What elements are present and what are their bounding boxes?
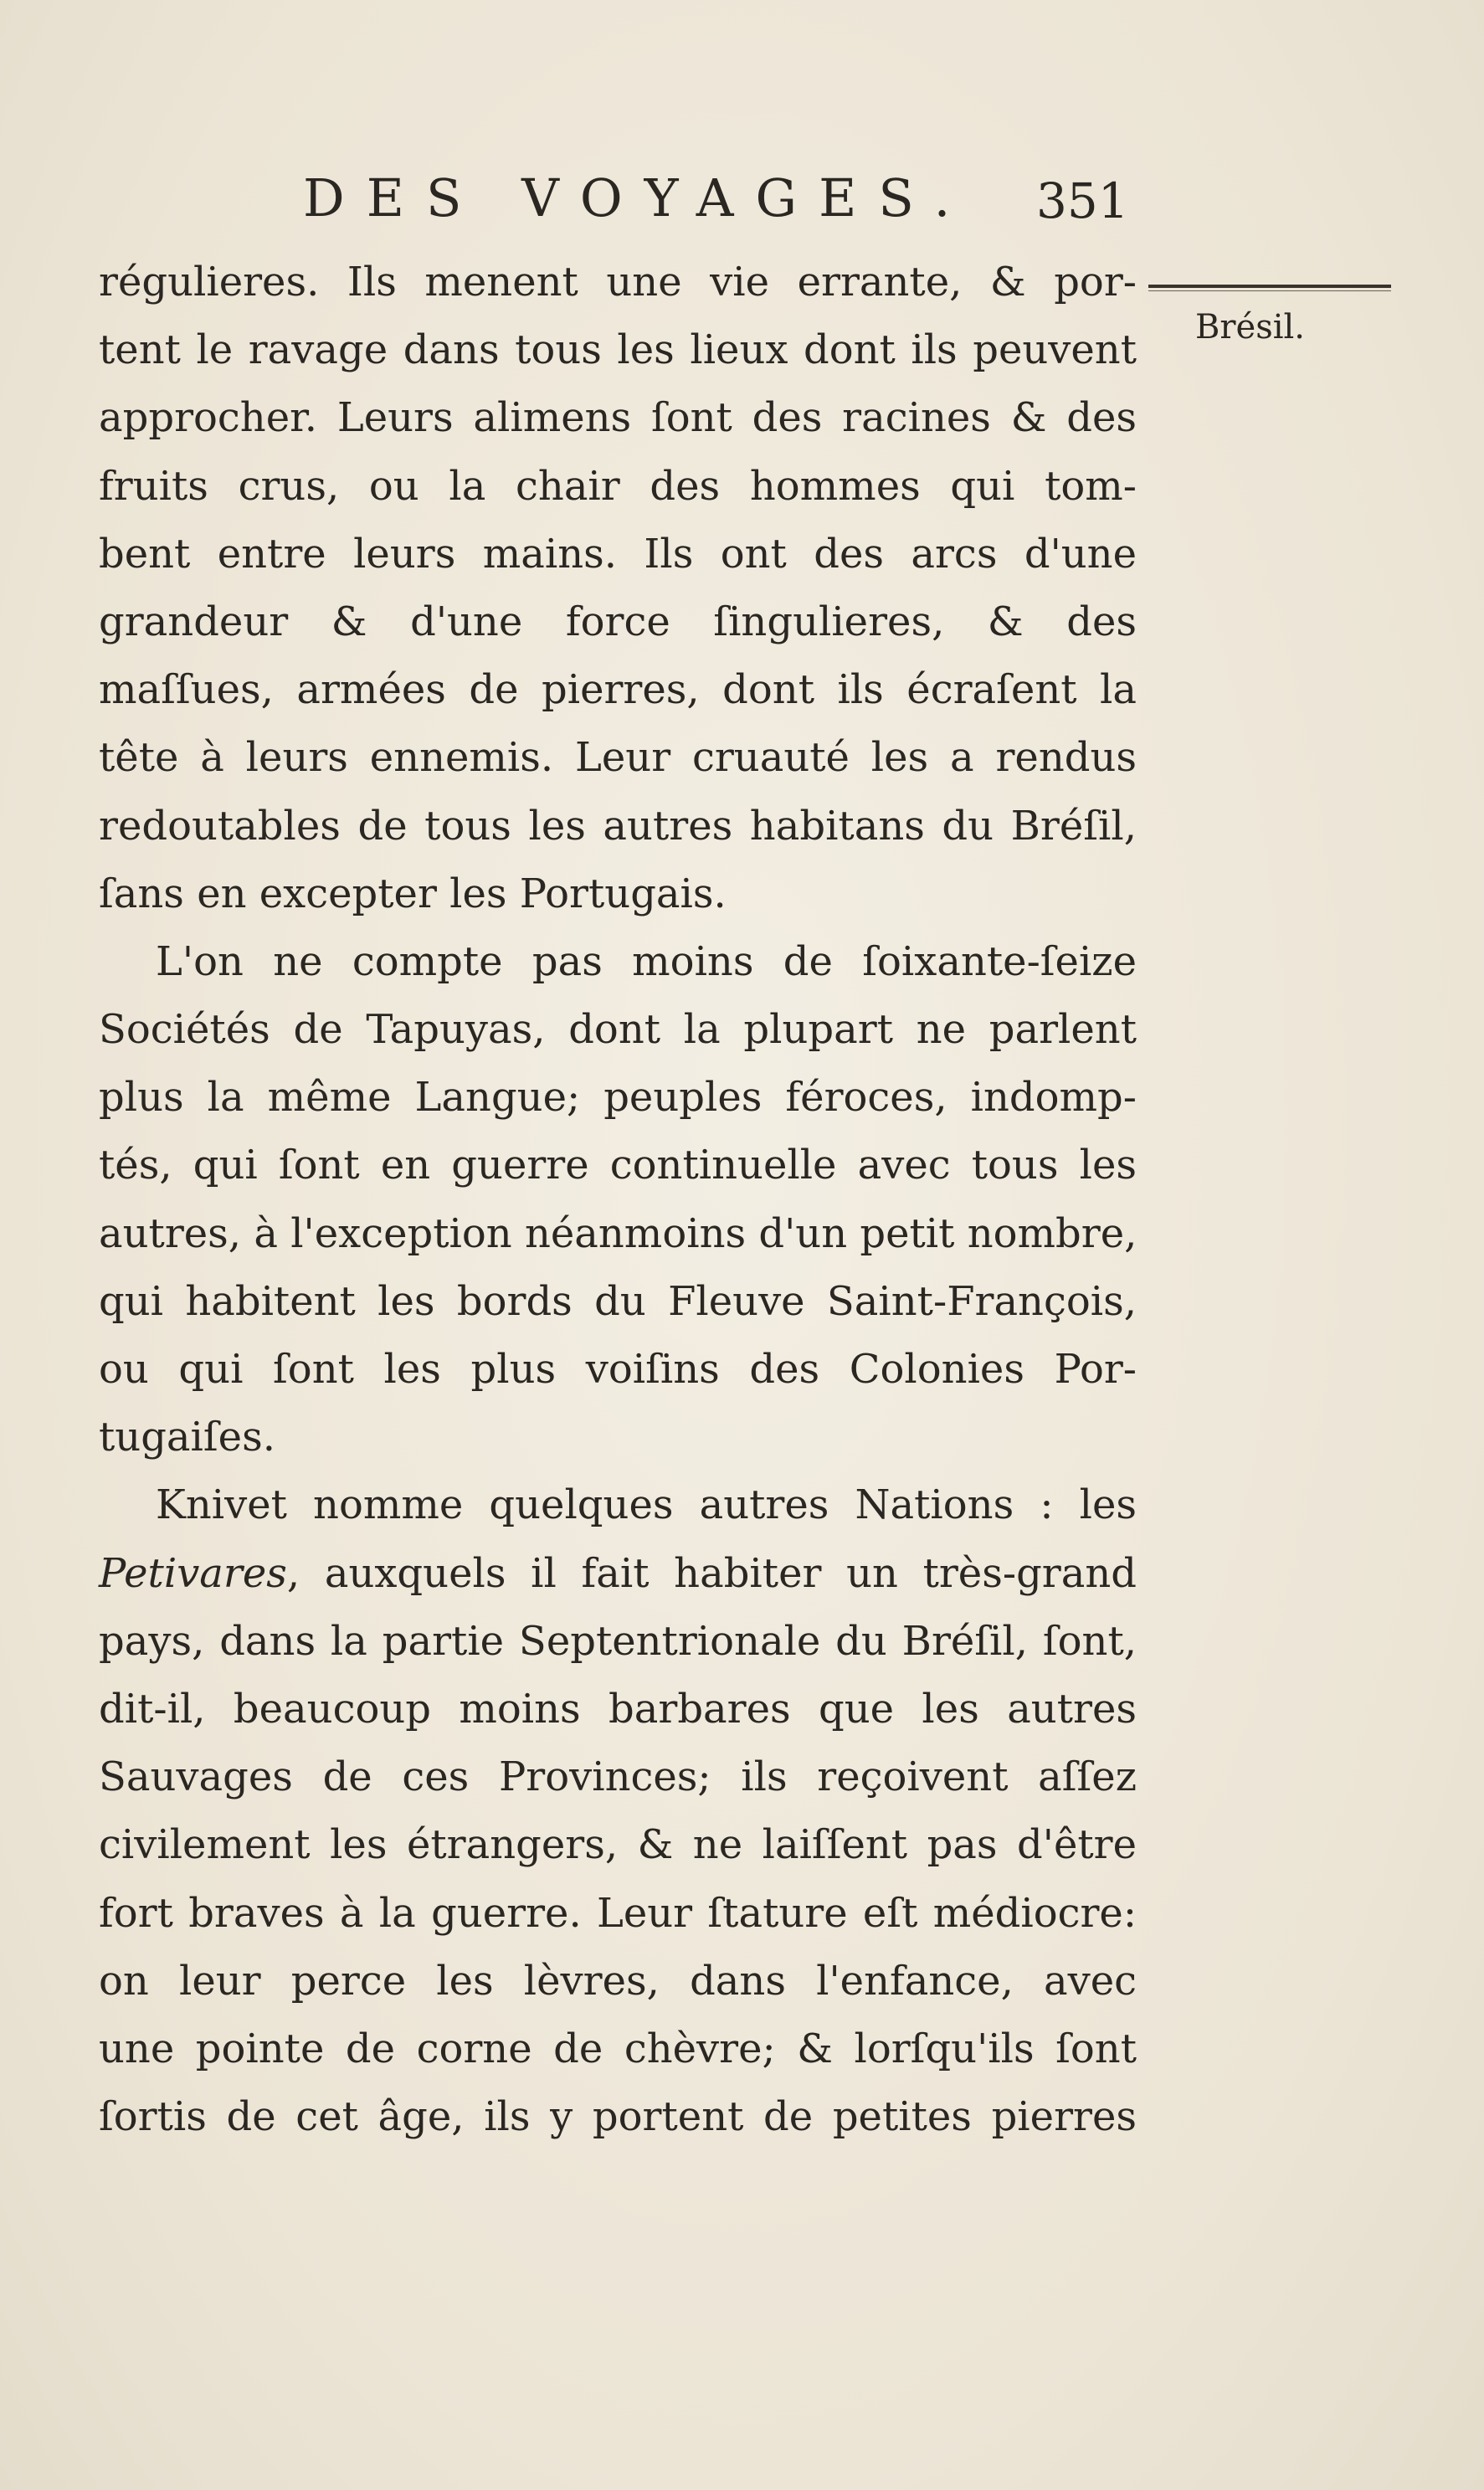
text-line: ou qui ſont les plus voiſins des Colonies Por- [99,1346,1137,1393]
page-number: 351 [1036,172,1129,229]
text-line: L'on ne compte pas moins de ſoixante-ſeize [156,937,1137,985]
text-line-rest: , auxquels il fait habiter un très-grand [286,1549,1137,1597]
running-title: DES VOYAGES. [303,167,973,228]
text-line: ſortis de cet âge, ils y portent de petites pierres [99,2093,1137,2141]
text-line: Sauvages de ces Provinces; ils reçoivent aſſez [99,1753,1137,1801]
text-line: dit-il, beaucoup moins barbares que les autres [99,1685,1137,1733]
text-line: grandeur & d'une force ſingulieres, & des [99,598,1137,645]
text-line: tête à leurs ennemis. Leur cruauté les a rendus [99,734,1137,782]
page-header [0,167,1484,234]
text-line: bent entre leurs mains. Ils ont des arcs d'une [99,530,1137,578]
text-line: ſans en excepter les Portugais. [99,870,727,917]
text-line: maſſues, armées de pierres, dont ils écraſent la [99,666,1137,714]
text-line: fort braves à la guerre. Leur ſtature eſt médiocre: [99,1889,1137,1937]
text-line: approcher. Leurs alimens ſont des racines & des [99,394,1137,442]
text-line: redoutables de tous les autres habitans du Bréſil, [99,802,1137,850]
text-line-with-italic [99,1540,1137,1608]
italic-name: Petivares [99,1549,287,1597]
text-line: une pointe de corne de chèvre; & lorſqu'ils ſont [99,2025,1137,2072]
text-line: civilement les étrangers, & ne laiſſent pas d'être [99,1821,1137,1869]
body-text [99,249,1137,2151]
text-line: tent le ravage dans tous les lieux dont ils peuvent [99,326,1137,374]
text-line: on leur perce les lèvres, dans l'enfance, avec [99,1957,1137,2005]
margin-note: Brésil. [1195,308,1306,347]
text-line: tés, qui ſont en guerre continuelle avec tous les [99,1142,1137,1189]
text-line: qui habitent les bords du Fleuve Saint-François, [99,1277,1137,1325]
margin-rule [1148,285,1391,291]
text-line: autres, à l'exception néanmoins d'un petit nombre, [99,1209,1137,1257]
text-line: Sociétés de Tapuyas, dont la plupart ne parlent [99,1006,1137,1054]
text-line: pays, dans la partie Septentrionale du Bréſil, ſont, [99,1617,1137,1665]
text-line: tugaiſes. [99,1414,275,1461]
text-line: fruits crus, ou la chair des hommes qui tom- [99,462,1137,510]
text-line: plus la même Langue; peuples féroces, indomp- [99,1074,1137,1122]
text-line: Knivet nomme quelques autres Nations : les [156,1481,1137,1529]
text-line: régulieres. Ils menent une vie errante, & por- [99,259,1137,305]
